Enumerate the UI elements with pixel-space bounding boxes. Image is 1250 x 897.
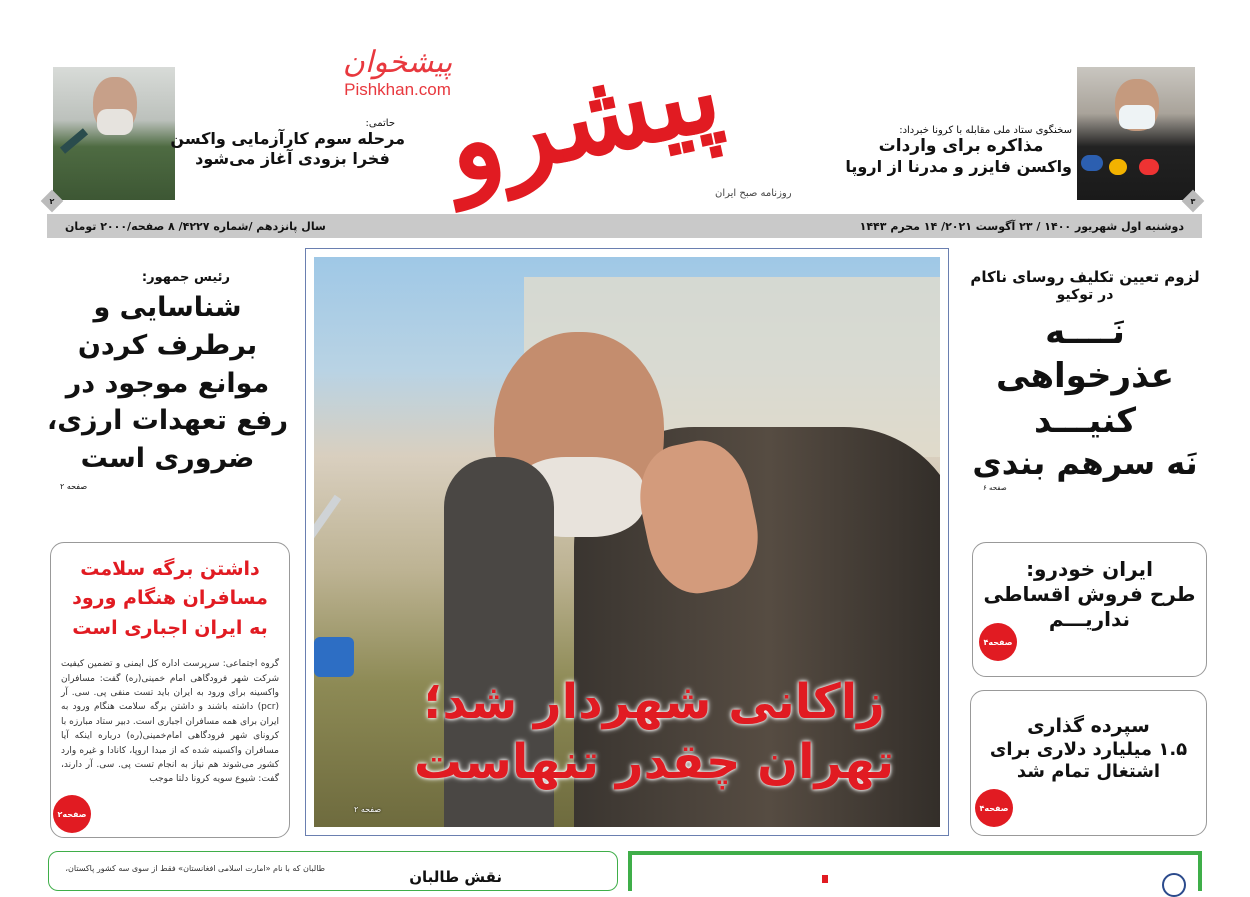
ad-red-mark: [822, 875, 828, 883]
headline-line: به ایران اجباری است: [72, 616, 268, 639]
taliban-title: نقش طالبان: [409, 868, 502, 886]
headline-line: مسافران هنگام ورود: [72, 587, 268, 610]
kicker: حاتمی:: [365, 118, 395, 129]
masthead-logo: پیشرو: [434, 25, 732, 210]
page-ref: صفحه ۲: [354, 805, 382, 814]
deposit-box[interactable]: [970, 690, 1207, 836]
ad-logo-icon: [1162, 873, 1186, 897]
headline-line: موانع موجود در: [65, 367, 270, 399]
page-ref: صفحه ۲: [60, 481, 88, 491]
taliban-text: طالبان که با نام «امارت اسلامی افغانستان» فقط از سوی سه کشور پاکستان،: [65, 864, 325, 873]
headline-line: ایران خودرو:: [1026, 557, 1153, 581]
headline-line: واکسن فایزر و مدرنا از اروپا: [845, 157, 1072, 177]
headline-line: رفع تعهدات ارزی،: [47, 405, 288, 437]
headline-line: برطرف کردن: [77, 329, 258, 361]
headline-line: عذرخواهی: [996, 356, 1174, 397]
headline-line: ضروری است: [80, 443, 255, 475]
kicker: سخنگوی ستاد ملی مقابله با کرونا خبرداد:: [899, 125, 1072, 136]
health-card-box[interactable]: [50, 542, 290, 838]
date-bar: [47, 214, 1202, 238]
page-marker: ۳: [1182, 190, 1205, 213]
headline-line: نداریـــم: [1048, 607, 1131, 631]
kicker: در توکیو: [1056, 286, 1114, 303]
ad-box[interactable]: [628, 851, 1202, 891]
headline-line: نَه سرهم بندی: [972, 443, 1198, 482]
headline-line: مرحله سوم کارآزمایی واکسن: [170, 129, 405, 148]
headline-line: شناسایی و: [93, 292, 242, 323]
page-badge[interactable]: صفحه۴: [979, 623, 1017, 661]
zakani-photo: [314, 257, 940, 827]
headline-line: نَــــه: [1045, 312, 1125, 353]
headline-line: سپرده گذاری: [1027, 715, 1150, 737]
headline-line: زاکانی شهردار شد؛: [423, 674, 885, 730]
headline-line: تهران چقدر تنهاست: [413, 734, 895, 790]
page-ref: صفحه ۶: [983, 484, 1007, 493]
hatami-photo: [53, 67, 175, 200]
page-badge[interactable]: صفحه۴: [975, 789, 1013, 827]
kicker: رئیس جمهور:: [141, 270, 230, 285]
page-badge[interactable]: صفحه۲: [53, 795, 91, 833]
body-text: گروه اجتماعی: سرپرست اداره کل ایمنی و تضمین کیفیت شرکت شهر فرودگاهی امام خمینی(ره) گفت: مسافران واکسینه برای ورود به ایران باید تست منفی پی. سی. آر (pcr) داشته باشند و داشتن برگه سلامت هنگام ورود به ایران برای همه مسافران اجباری است. دبیر ستاد مبارزه با کرونای شهر فرودگاهی امام‌خمینی(ره) درباره اینکه آیا مسافران واکسینه شده که از مبدا اروپا، کانادا و غیره وارد کشور می‌شوند هم نیاز به انجام تست پی. سی. آر دارند، گفت: شیوع سویه کرونا دلتا موجب: [61, 659, 279, 785]
taliban-box[interactable]: [48, 851, 618, 891]
pishkhan-watermark: پیشخوان Pishkhan.com: [342, 45, 453, 99]
tagline: روزنامه صبح ایران: [715, 188, 792, 199]
headline-line: داشتن برگه سلامت: [80, 558, 260, 580]
headline-line: فخرا بزودی آغاز می‌شود: [195, 149, 390, 168]
kicker: لزوم تعیین تکلیف روسای ناکام: [970, 268, 1200, 286]
date-text: دوشنبه اول شهریور ۱۴۰۰ / ۲۳ آگوست ۲۰۲۱/ ۱۴ محرم ۱۴۴۳: [859, 219, 1184, 233]
headline-line: ۱.۵ میلیارد دلاری برای: [989, 738, 1188, 760]
issue-text: سال پانزدهم /شماره ۴۲۲۷/ ۸ صفحه/۲۰۰۰ تومان: [65, 219, 326, 233]
headline-line: طرح فروش اقساطی: [983, 582, 1196, 606]
page-marker: ۲: [41, 190, 64, 213]
iran-khodro-box[interactable]: [972, 542, 1207, 677]
left-lead-story[interactable]: [45, 270, 290, 491]
top-left-story[interactable]: [170, 118, 405, 169]
spokesman-photo: [1077, 67, 1195, 200]
headline-line: اشتغال تمام شد: [1016, 761, 1161, 783]
headline-line: کنیـــد: [1033, 400, 1137, 441]
right-lead-story[interactable]: [965, 268, 1205, 492]
top-right-story[interactable]: [845, 125, 1072, 177]
main-headline[interactable]: [394, 672, 914, 792]
headline-line: مذاکره برای واردات: [878, 136, 1044, 156]
main-photo-frame: [305, 248, 949, 836]
